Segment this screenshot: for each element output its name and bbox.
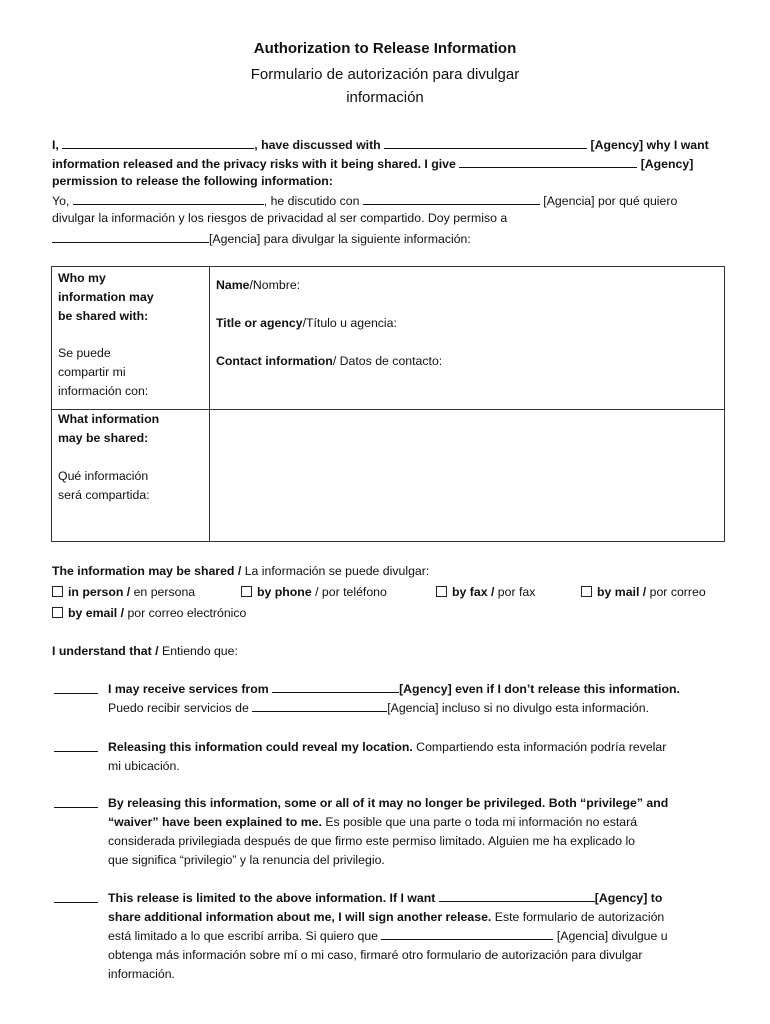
checkbox-fax[interactable] [436,586,447,597]
servicios-agencia-blank[interactable] [252,699,387,712]
agency-blank-2[interactable] [459,155,637,168]
authorization-form-page: Authorization to Release Information Formulario de autorización para divulgar información I, , have discussed with [Agency] why I want information released and the privacy risks with it being shared. I give [Agency] permission to release the following information: Yo, , he discutido con [Agencia] por qué quiero divulgar la información y los riesgos de privacidad al ser compartido. Doy permiso a [Agencia] para divulgar la siguiente información: Who my information may be shared with: Se puede compartir mi información con: Name/Nombre: Title or agency/Título u agencia: Contact information/ Datos de contacto: What information may be shared: Qué información será compartida: The information may be shared / La información se puede divulgar: in person / en persona by phone / por teléfono by fax / por fax by mail / por correo by email / por correo electrónico I understand that / Entiendo que: I may receive services from [Agency] even if I don’t release this information. Puedo recibir servicios de [Agencia] incluso si no divulgo esta información. Releasing this information could reveal my location. Compartiendo esta información podría revelar mi ubicación. By releasing this information, some or all of it may no longer be privileged. Both “privilege” and “waiver” have been explained to me. Es posible que una parte o toda mi información no estará considerada privilegiada después de que firmo este permiso limitado. Alguien me ha explicado lo que significa “privilegio” y la renuncia del privilegio. This release is limited to the above information. If I want [Agency] to share additional information about me, I will sign another release. Este formulario de autorización está limitado a lo que escribí arriba. Si quiero que [Agencia] divulgue u obtenga más información sobre mí o mi caso, firmaré otro formulario de autorización para divulgar información. [0,0,770,1024]
sharing-option-mail[interactable]: by mail / por correo [581,585,706,599]
nombre-blank[interactable] [73,192,264,205]
sharing-option-email[interactable]: by email / por correo electrónico [52,606,246,620]
agencia-blank-2[interactable] [52,230,209,243]
intro-es-line-2: divulgar la información y los riesgos de privacidad al ser compartido. Doy permiso a [52,211,508,225]
who-label-en: Who my information may be shared with: [58,271,154,323]
sharing-option-in-person[interactable]: in person / en persona [52,585,195,599]
initials-blank-3[interactable] [54,807,98,808]
adicional-agencia-blank[interactable] [381,927,553,940]
form-subtitle-line-2: información [346,89,424,106]
understand-heading: I understand that / Entiendo que: [52,644,238,658]
what-label-es: Qué información será compartida: [58,469,150,502]
additional-agency-blank[interactable] [439,889,595,902]
agencia-blank-1[interactable] [363,192,540,205]
services-agency-blank[interactable] [272,680,399,693]
intro-es-line-3: [Agencia] para divulgar la siguiente información: [52,230,471,246]
checkbox-in-person[interactable] [52,586,63,597]
initials-blank-1[interactable] [54,693,98,694]
checkbox-phone[interactable] [241,586,252,597]
recipient-contact-field[interactable]: Contact information/ Datos de contacto: [216,354,443,368]
information-to-share-field[interactable] [210,410,724,541]
agency-blank-1[interactable] [384,136,587,149]
sharing-option-fax[interactable]: by fax / por fax [436,585,535,599]
recipient-title-field[interactable]: Title or agency/Título u agencia: [216,316,397,330]
form-title: Authorization to Release Information [253,40,517,57]
intro-es-line-1: Yo, , he discutido con [Agencia] por qué quiero [52,194,678,208]
initials-blank-2[interactable] [54,751,98,752]
initials-blank-4[interactable] [54,902,98,903]
release-details-table [51,266,725,542]
intro-en-line-2: information released and the privacy risks with it being shared. I give [Agency] [52,157,694,171]
checkbox-email[interactable] [52,607,63,618]
sharing-heading: The information may be shared / La información se puede divulgar: [52,564,430,578]
sharing-option-phone[interactable]: by phone / por teléfono [241,585,387,599]
recipient-name-field[interactable]: Name/Nombre: [216,278,301,292]
form-subtitle-line-1: Formulario de autorización para divulgar [250,66,520,83]
intro-en-line-3: permission to release the following information: [52,174,333,188]
intro-en-line-1: I, , have discussed with [Agency] why I want [52,138,709,152]
what-label-en: What information may be shared: [58,412,160,445]
checkbox-mail[interactable] [581,586,592,597]
name-blank[interactable] [62,136,254,149]
who-label-es: Se puede compartir mi información con: [58,346,149,398]
